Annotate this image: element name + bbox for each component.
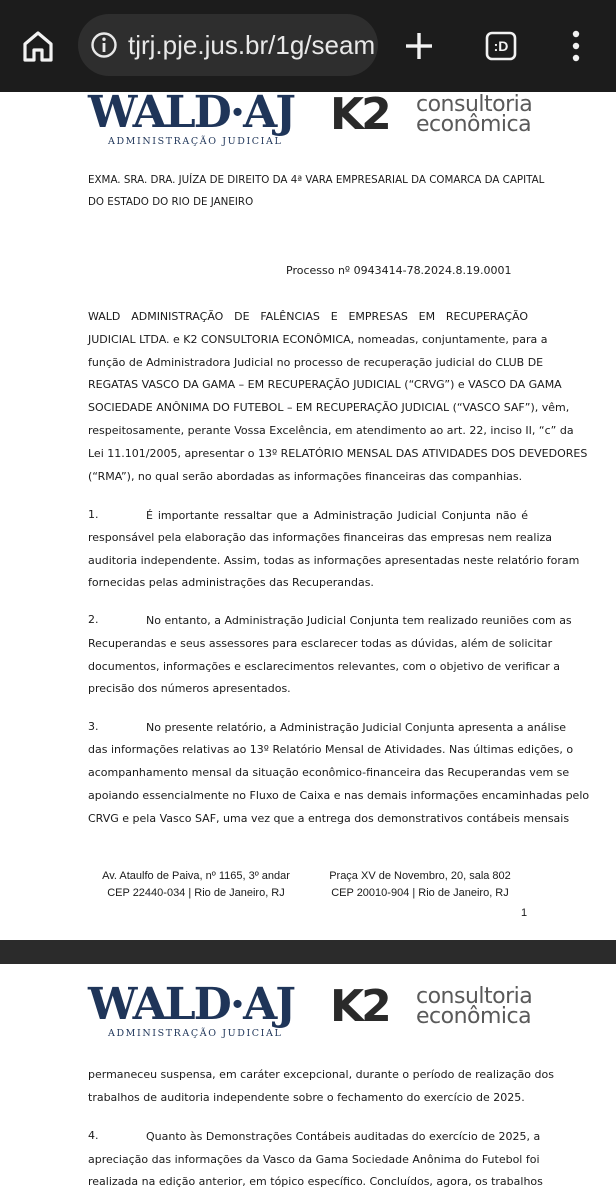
menu-dots-icon — [566, 28, 586, 64]
k2-logo-line2: econômica — [416, 1004, 532, 1029]
wald-logo-text: WALD·AJ — [88, 979, 295, 1030]
paragraph-line: Recuperandas e seus assessores para esclarecer todas as dúvidas, além de solicitar — [88, 637, 553, 650]
home-icon — [18, 26, 58, 66]
paragraph-line: É importante ressaltar que a Administração Judicial Conjunta não é — [146, 509, 528, 522]
tab-switcher-button[interactable] — [484, 30, 518, 62]
k2-logo-line1: consultoria — [416, 984, 533, 1009]
k2-logo — [330, 981, 540, 1036]
k2-logo-line2: econômica — [416, 112, 532, 137]
footer-address-left-1: Av. Ataulfo de Paiva, nº 1165, 3º andar — [102, 870, 290, 882]
paragraph-line: permaneceu suspensa, em caráter excepcional, durante o período de realização dos — [88, 1068, 554, 1081]
paragraph-number: 4. — [88, 1129, 99, 1142]
intro-line: WALD ADMINISTRAÇÃO DE FALÊNCIAS E EMPRESAS EM RECUPERAÇÃO — [88, 310, 528, 323]
k2-logo-mark: K2 — [330, 981, 389, 1032]
paragraph-line: auditoria independente. Assim, todas as informações apresentadas neste relatório foram — [88, 554, 580, 567]
paragraph-line: realizada na edição anterior, em tópico específico. Concluídos, agora, os trabalhos — [88, 1175, 543, 1188]
paragraph-number: 2. — [88, 613, 99, 626]
paragraph-number: 1. — [88, 508, 99, 521]
paragraph-line: No presente relatório, a Administração Judicial Conjunta apresenta a análise — [146, 721, 567, 734]
paragraph-line: No entanto, a Administração Judicial Conjunta tem realizado reuniões com as — [146, 614, 572, 627]
intro-line: SOCIEDADE ANÔNIMA DO FUTEBOL – EM RECUPERAÇÃO JUDICIAL (“VASCO SAF”), vêm, — [88, 401, 570, 414]
paragraph-line: responsável pela elaboração das informações financeiras das empresas nem realiza — [88, 531, 553, 544]
home-button[interactable] — [18, 26, 58, 66]
plus-icon — [402, 29, 436, 63]
paragraph-line: documentos, informações e esclarecimentos relevantes, com o objetivo de verificar a — [88, 660, 560, 673]
page-number: 1 — [520, 907, 528, 919]
wald-aj-logo — [88, 87, 295, 152]
intro-line: respeitosamente, perante Vossa Excelência, em atendimento ao art. 22, inciso II, “c” da — [88, 424, 574, 437]
wald-aj-logo — [88, 979, 295, 1044]
wald-logo-subtitle: ADMINISTRAÇÃO JUDICIAL — [108, 1028, 283, 1039]
paragraph-line: apoiando essencialmente no Fluxo de Caixa e nas demais informações encaminhadas pelo — [88, 789, 590, 802]
intro-line: (“RMA”), no qual serão abordadas as informações financeiras das companhias. — [88, 470, 523, 483]
intro-line: REGATAS VASCO DA GAMA – EM RECUPERAÇÃO JUDICIAL (“CRVG”) e VASCO DA GAMA — [88, 378, 562, 391]
paragraph-line: precisão dos números apresentados. — [88, 682, 291, 695]
url-text[interactable]: tjrj.pje.jus.br/1g/seam — [128, 30, 376, 60]
new-tab-button[interactable] — [402, 29, 436, 63]
document-page-1 — [0, 87, 616, 940]
paragraph-line: Quanto às Demonstrações Contábeis auditadas do exercício de 2025, a — [146, 1130, 541, 1143]
browser-toolbar — [0, 0, 616, 92]
process-number: Processo nº 0943414-78.2024.8.19.0001 — [286, 264, 512, 277]
footer-address-left-2: CEP 22440-034 | Rio de Janeiro, RJ — [107, 887, 285, 899]
page-separator — [0, 940, 616, 964]
footer-address-right-1: Praça XV de Novembro, 20, sala 802 — [329, 870, 511, 882]
paragraph-number: 3. — [88, 720, 99, 733]
address-bar[interactable] — [78, 14, 378, 76]
addressee-line-1: EXMA. SRA. DRA. JUÍZA DE DIREITO DA 4ª VARA EMPRESARIAL DA COMARCA DA CAPITAL — [88, 174, 545, 186]
k2-logo — [330, 89, 540, 144]
wald-logo-text: WALD·AJ — [88, 87, 295, 138]
document-page-2 — [0, 964, 616, 1200]
info-icon[interactable] — [90, 31, 118, 59]
addressee-line-2: DO ESTADO DO RIO DE JANEIRO — [88, 196, 254, 208]
intro-line: função de Administradora Judicial no processo de recuperação judicial do CLUB DE — [88, 356, 544, 369]
intro-line: JUDICIAL LTDA. e K2 CONSULTORIA ECONÔMICA, nomeadas, conjuntamente, para a — [88, 333, 548, 346]
intro-line: Lei 11.101/2005, apresentar o 13º RELATÓRIO MENSAL DAS ATIVIDADES DOS DEVEDORES — [88, 447, 588, 460]
overflow-menu-button[interactable] — [566, 28, 586, 64]
paragraph-line: trabalhos de auditoria independente sobre o fechamento do exercício de 2025. — [88, 1091, 525, 1104]
wald-logo-subtitle: ADMINISTRAÇÃO JUDICIAL — [108, 136, 283, 147]
paragraph-line: fornecidas pelas administrações das Recuperandas. — [88, 576, 374, 589]
paragraph-line: apreciação das informações da Vasco da Gama Sociedade Anônima do Futebol foi — [88, 1153, 540, 1166]
k2-logo-line1: consultoria — [416, 92, 533, 117]
tabs-count: :D — [493, 38, 509, 54]
paragraph-line: das informações relativas ao 13º Relatório Mensal de Atividades. Nas últimas edições, o — [88, 743, 574, 756]
paragraph-line: CRVG e pela Vasco SAF, uma vez que a entrega dos demonstrativos contábeis mensais — [88, 812, 570, 825]
k2-logo-mark: K2 — [330, 89, 389, 140]
footer-address-right-2: CEP 20010-904 | Rio de Janeiro, RJ — [331, 887, 509, 899]
paragraph-line: acompanhamento mensal da situação econômico-financeira das Recuperandas vem se — [88, 766, 570, 779]
